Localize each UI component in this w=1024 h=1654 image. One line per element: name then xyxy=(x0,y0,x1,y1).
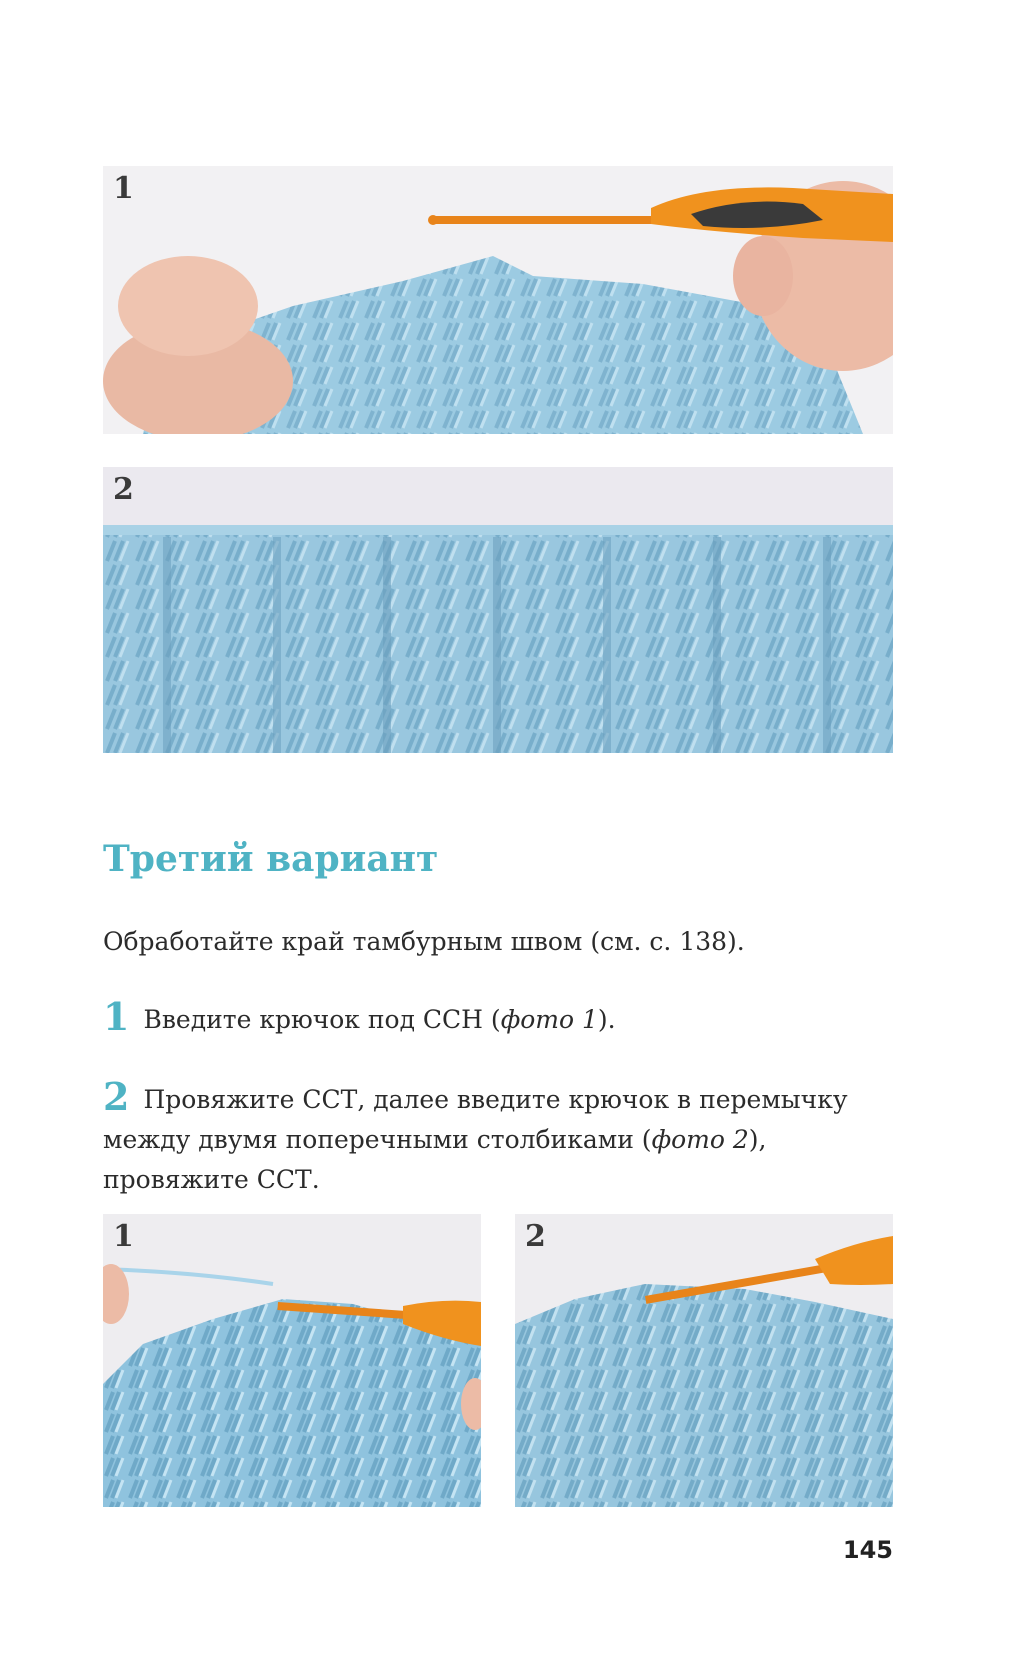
crochet-photo-image xyxy=(103,166,893,434)
step-item xyxy=(103,994,903,1040)
crochet-photo-image xyxy=(103,467,893,753)
step-text-end: ). xyxy=(597,1005,616,1034)
step-number: 2 xyxy=(103,1074,130,1119)
photo-label: 1 xyxy=(113,1219,134,1254)
step-text-end: ), провяжите ССТ. xyxy=(103,1125,767,1194)
photo-label: 2 xyxy=(113,472,134,507)
photo-label: 1 xyxy=(113,171,134,206)
crochet-photo-image xyxy=(515,1214,893,1507)
photo-hook-insert-top xyxy=(103,166,893,434)
photo-step-2 xyxy=(515,1214,893,1507)
photo-step-1 xyxy=(103,1214,481,1507)
step-item xyxy=(103,1074,903,1200)
step-text: Провяжите ССТ, далее введите крючок в перемычку между двумя поперечными столбиками ( xyxy=(103,1085,848,1154)
step-text: Введите крючок под ССН ( xyxy=(143,1005,501,1034)
step-number: 1 xyxy=(103,994,130,1039)
photo-reference: фото 1 xyxy=(500,1005,598,1034)
photo-reference: фото 2 xyxy=(651,1125,749,1154)
photo-finished-edge xyxy=(103,467,893,753)
crochet-photo-image xyxy=(103,1214,481,1507)
section-title: Третий вариант xyxy=(103,838,439,880)
photo-label: 2 xyxy=(525,1219,546,1254)
page-number: 145 xyxy=(842,1536,893,1564)
intro-paragraph: Обработайте край тамбурным швом (см. с. 138). xyxy=(103,927,745,956)
